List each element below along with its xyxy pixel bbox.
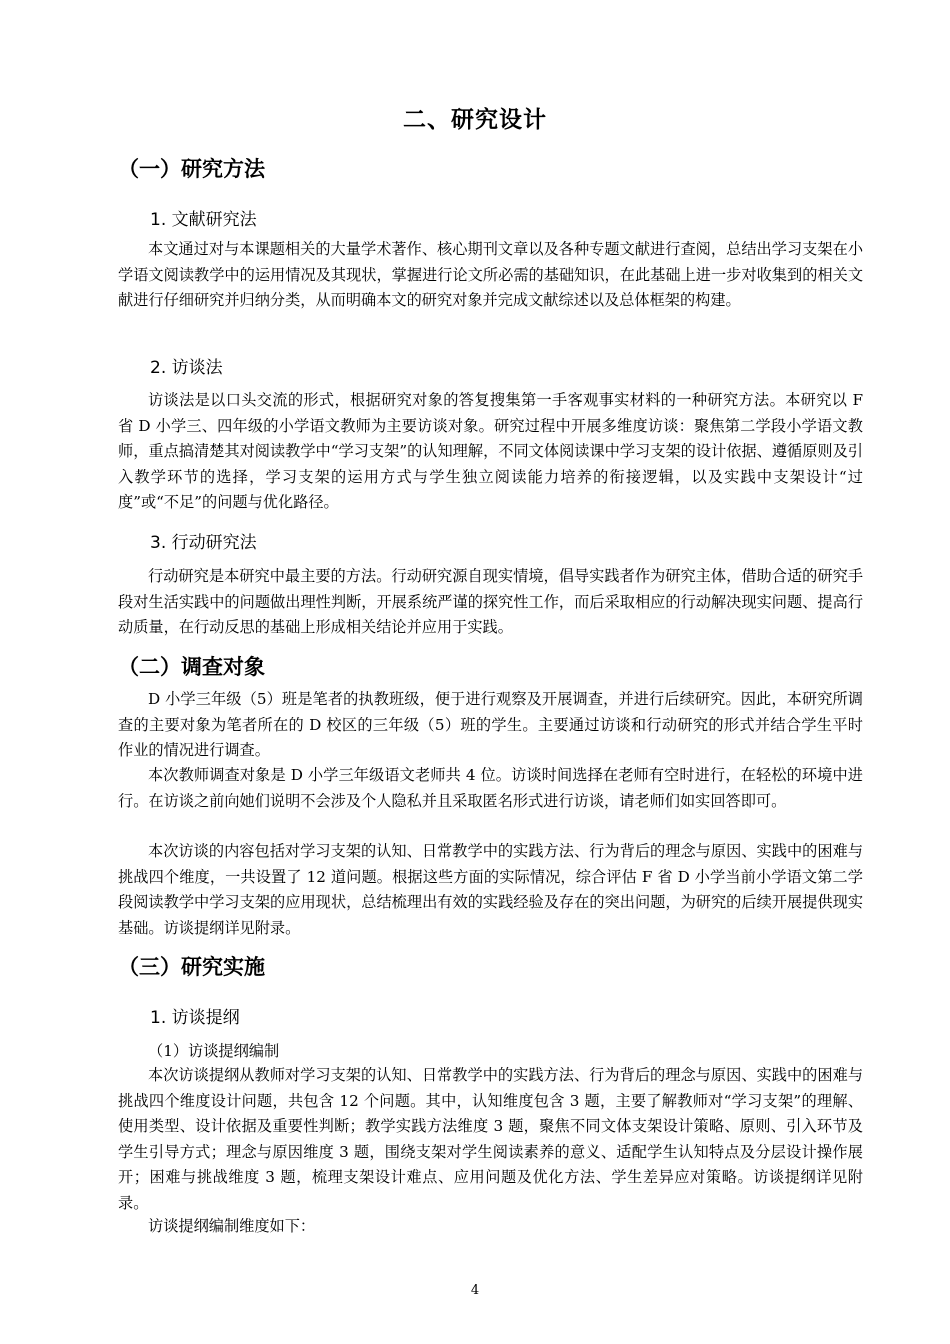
paragraph-subjects-2: 本次教师调查对象是 D 小学三年级语文老师共 4 位。访谈时间选择在老师有空时进行，在轻松的环境中进行。在访谈之前向她们说明不会涉及个人隐私并且采取匿名形式进行访谈，请老师们如实回答即可。 <box>118 766 863 810</box>
paragraph-subjects-1: D 小学三年级（5）班是笔者的执教班级，便于进行观察及开展调查，并进行后续研究。因此，本研究所调查的主要对象为笔者所在的 D 校区的三年级（5）班的学生。主要通过访谈和行动研究的形式并结合学生平时作业的情况进行调查。 <box>118 690 863 759</box>
section-heading-implementation: （三）研究实施 <box>118 955 265 979</box>
section-heading-subjects: （二）调查对象 <box>118 655 265 679</box>
paragraph-outline-dimensions: 访谈提纲编制维度如下： <box>148 1217 316 1235</box>
chapter-title: 二、研究设计 <box>403 107 547 133</box>
section-heading-methods: （一）研究方法 <box>118 157 265 181</box>
paragraph-action-research: 行动研究是本研究中最主要的方法。行动研究源自现实情境，倡导实践者作为研究主体，借助合适的研究手段对生活实践中的问题做出理性判断，开展系统严谨的探究性工作，而后采取相应的行动解决现实问题、提高行动质量，在行动反思的基础上形成相关结论并应用于实践。 <box>118 567 863 636</box>
page-number: 4 <box>470 1283 480 1298</box>
subsection-heading-interview-outline: 1. 访谈提纲 <box>150 1008 240 1028</box>
subsection-heading-interview: 2. 访谈法 <box>150 358 223 378</box>
subsection-heading-literature: 1. 文献研究法 <box>150 210 257 230</box>
paragraph-literature: 本文通过对与本课题相关的大量学术著作、核心期刊文章以及各种专题文献进行查阅，总结出学习支架在小学语文阅读教学中的运用情况及其现状，掌握进行论文所必需的基础知识，在此基础上进一步对收集到的相关文献进行仔细研究并归纳分类，从而明确本文的研究对象并完成文献综述以及总体框架的构建。 <box>118 240 863 309</box>
subsection-heading-action-research: 3. 行动研究法 <box>150 533 257 553</box>
item-outline-compilation: （1）访谈提纲编制 <box>148 1042 280 1060</box>
paragraph-interview: 访谈法是以口头交流的形式，根据研究对象的答复搜集第一手客观事实材料的一种研究方法。本研究以 F 省 D 小学三、四年级的小学语文教师为主要访谈对象。研究过程中开展多维度访谈：聚焦第二学段小学语文教师，重点搞清楚其对阅读教学中“学习支架”的认知理解，不同文体阅读课中学习支架的设计依据、遵循原则及引入教学环节的选择，学习支架的运用方式与学生独立阅读能力培养的衔接逻辑，以及实践中支架设计“过度”或“不足”的问题与优化路径。 <box>118 391 863 511</box>
paragraph-outline: 本次访谈提纲从教师对学习支架的认知、日常教学中的实践方法、行为背后的理念与原因、实践中的困难与挑战四个维度设计问题，共包含 12 个问题。其中，认知维度包含 3 题，主要了解教师对“学习支架”的理解、使用类型、设计依据及重要性判断；教学实践方法维度 3 题，聚焦不同文体支架设计策略、原则、引入环节及学生引导方式；理念与原因维度 3 题，围绕支架对学生阅读素养的意义、适配学生认知特点及分层设计操作展开；困难与挑战维度 3 题，梳理支架设计难点、应用问题及优化方法、学生差异应对策略。访谈提纲详见附录。 <box>118 1066 863 1212</box>
paragraph-subjects-3: 本次访谈的内容包括对学习支架的认知、日常教学中的实践方法、行为背后的理念与原因、实践中的困难与挑战四个维度，一共设置了 12 道问题。根据这些方面的实际情况，综合评估 F 省 D 小学当前小学语文第二学段阅读教学中学习支架的应用现状，总结梳理出有效的实践经验及存在的突出问题，为研究的后续开展提供现实基础。访谈提纲详见附录。 <box>118 842 863 937</box>
